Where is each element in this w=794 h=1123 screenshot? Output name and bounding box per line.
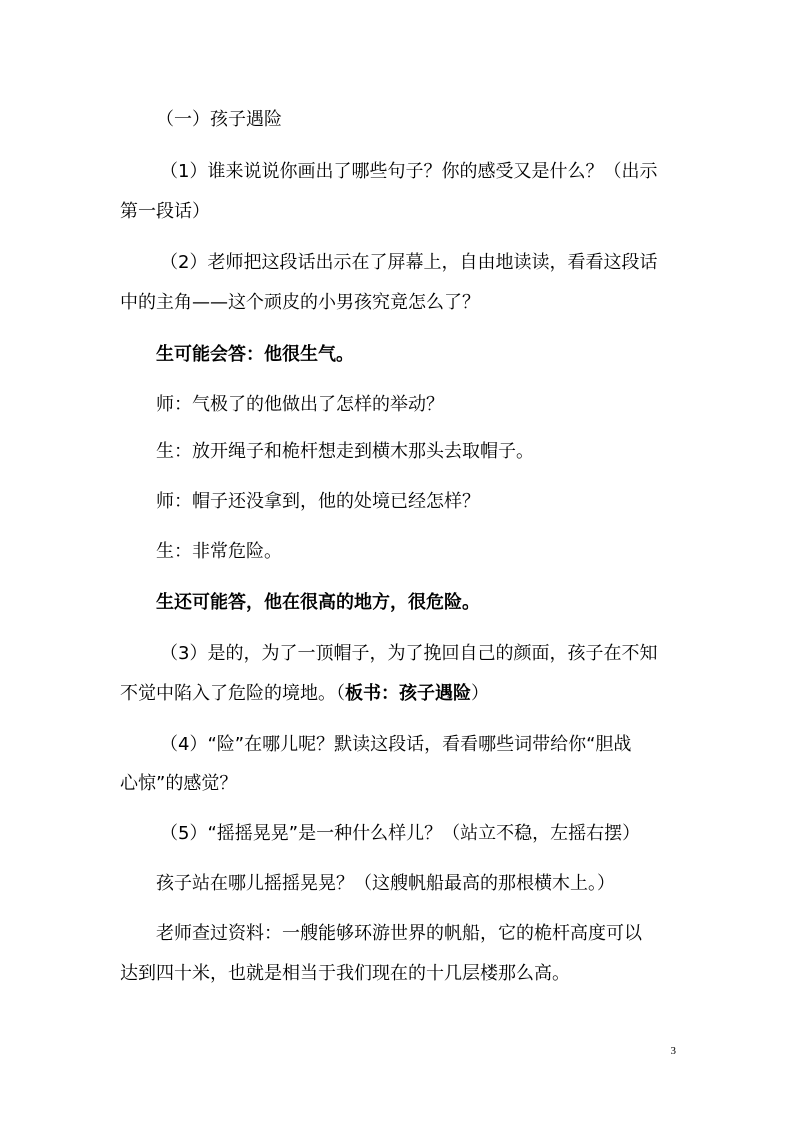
paragraph-line: （4）“险”在哪儿呢？默读这段话，看看哪些词带给你“胆战: [160, 734, 632, 755]
closing-parenthesis: ）: [471, 683, 489, 704]
board-note: 板书：孩子遇险: [345, 683, 471, 704]
paragraph-line: 中的主角——这个顽皮的小男孩究竟怎么了？: [120, 292, 480, 313]
paragraph-line: （5）“摇摇晃晃”是一种什么样儿？（站立不稳，左摇右摆）: [160, 823, 641, 844]
paragraph-line: 孩子站在哪儿摇摇晃晃？（这艘帆船最高的那根横木上。）: [156, 873, 615, 894]
paragraph-line: [120, 682, 680, 706]
paragraph-line: 达到四十米，也就是相当于我们现在的十几层楼那么高。: [120, 963, 570, 984]
paragraph-line: 心惊”的感觉？: [120, 773, 238, 794]
paragraph-line: （2）老师把这段话出示在了屏幕上，自由地读读，看看这段话: [160, 252, 658, 273]
paragraph-line: （1）谁来说说你画出了哪些句子？你的感受又是什么？（出示: [160, 161, 658, 182]
bold-answer-line: 生还可能答，他在很高的地方，很危险。: [156, 592, 480, 613]
page-number: 3: [670, 1045, 676, 1057]
bold-answer-line: 生可能会答：他很生气。: [156, 344, 354, 365]
dialog-line: 生：非常危险。: [156, 541, 282, 562]
section-title: （一）孩子遇险: [156, 109, 282, 130]
paragraph-text: 不觉中陷入了危险的境地。（: [120, 683, 345, 704]
paragraph-line: 第一段话）: [120, 201, 210, 222]
paragraph-line: 老师查过资料：一艘能够环游世界的帆船，它的桅杆高度可以: [156, 923, 642, 944]
dialog-line: 生：放开绳子和桅杆想走到横木那头去取帽子。: [156, 441, 534, 462]
paragraph-line: （3）是的，为了一顶帽子，为了挽回自己的颜面，孩子在不知: [160, 643, 658, 664]
dialog-line: 师：帽子还没拿到，他的处境已经怎样？: [156, 491, 480, 512]
dialog-line: 师：气极了的他做出了怎样的举动？: [156, 394, 444, 415]
